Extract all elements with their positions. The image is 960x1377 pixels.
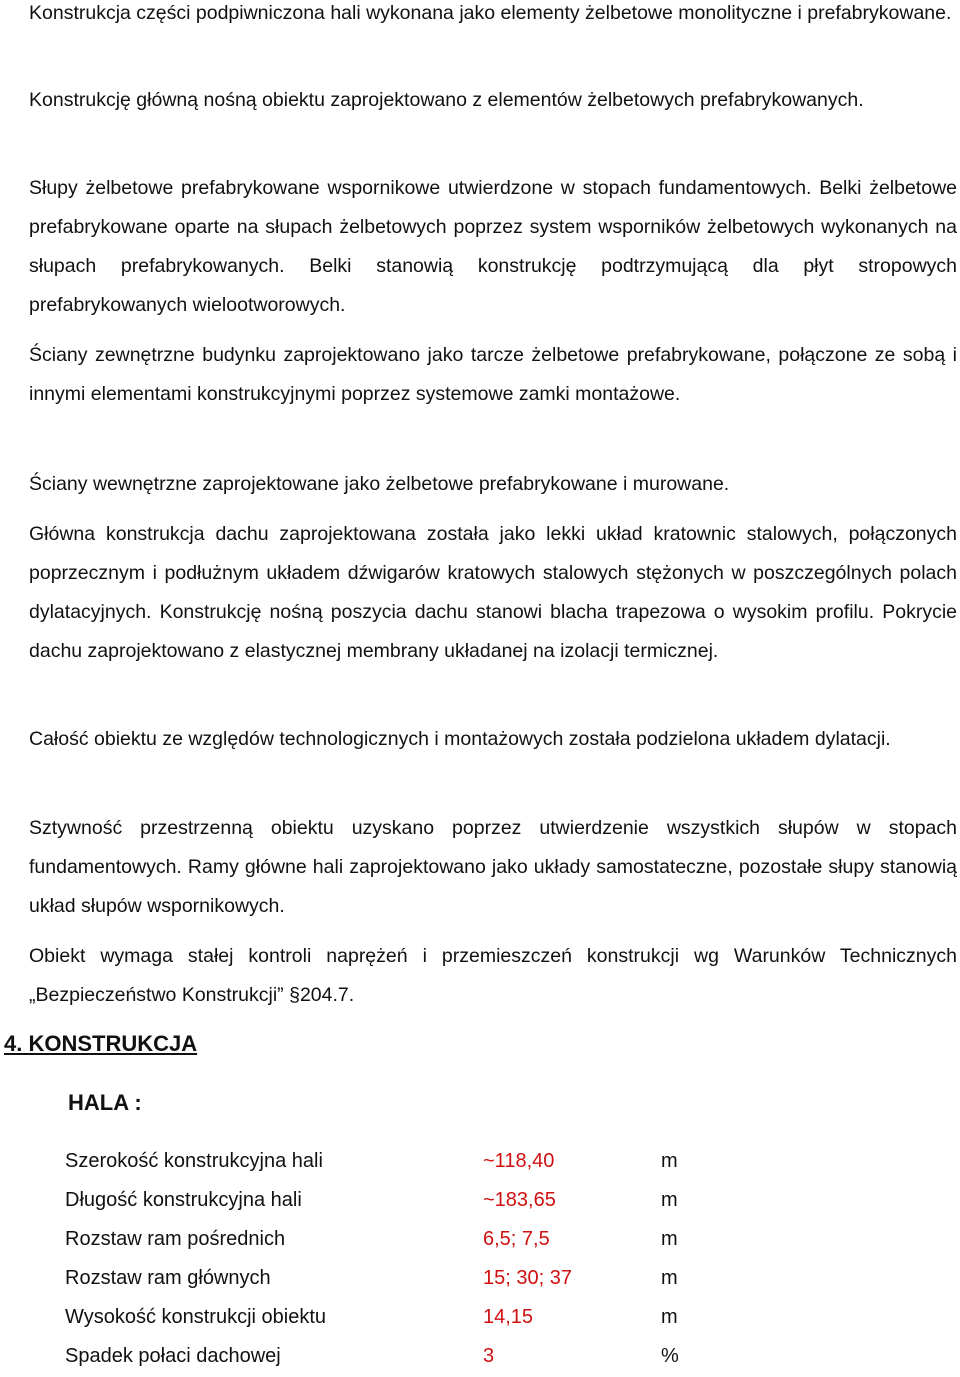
spec-unit: m <box>661 1150 678 1172</box>
spec-label: Rozstaw ram głównych <box>65 1267 271 1289</box>
spec-label: Długość konstrukcyjna hali <box>65 1189 302 1211</box>
spec-value: 14,15 <box>483 1306 534 1328</box>
spec-unit: m <box>661 1306 678 1328</box>
spec-unit: m <box>661 1228 678 1250</box>
paragraph-external-walls: Ściany zewnętrzne budynku zaprojektowano jako tarcze żelbetowe prefabrykowane, połączone ze sobą i innymi elementami konstrukcyjnymi poprzez systemowe zamki montażowe. <box>29 344 957 405</box>
spec-label: Wysokość konstrukcji obiektu <box>65 1306 327 1328</box>
paragraph-stiffness: Sztywność przestrzenną obiektu uzyskano poprzez utwierdzenie wszystkich słupów w stopach fundamentowych. Ramy główne hali zaprojektowano jako układy samostateczne, pozostałe słupy stanowią układ słupów wspornikowych. <box>29 817 957 917</box>
spec-value: 15; 30; 37 <box>483 1267 572 1289</box>
spec-unit: m <box>661 1267 678 1289</box>
spec-value: ~118,40 <box>483 1150 555 1172</box>
paragraph-dilatation: Całość obiektu ze względów technologicznych i montażowych została podzielona układem dylatacji. <box>29 728 891 750</box>
paragraph-basement-structure: Konstrukcja części podpiwniczona hali wykonana jako elementy żelbetowe monolityczne i prefabrykowane. <box>29 2 952 24</box>
paragraph-internal-walls: Ściany wewnętrzne zaprojektowane jako żelbetowe prefabrykowane i murowane. <box>29 473 730 495</box>
paragraph-columns-beams: Słupy żelbetowe prefabrykowane wspornikowe utwierdzone w stopach fundamentowych. Belki żelbetowe prefabrykowane oparte na słupach żelbetowych poprzez system wsporników żelbetowych wykonanych na słupach prefabrykowanych. Belki stanowią konstrukcję podtrzymującą dla płyt stropowych prefabrykowanych wielootworowych. <box>29 177 957 316</box>
spec-value: ~183,65 <box>483 1189 556 1211</box>
section-heading: 4. KONSTRUKCJA <box>4 1031 198 1056</box>
subsection-heading: HALA : <box>68 1090 142 1115</box>
spec-label: Szerokość konstrukcyjna hali <box>65 1150 323 1172</box>
spec-label: Spadek połaci dachowej <box>65 1345 281 1367</box>
spec-unit: % <box>661 1345 679 1367</box>
spec-value: 3 <box>483 1345 495 1367</box>
spec-label: Rozstaw ram pośrednich <box>65 1228 286 1250</box>
spec-unit: m <box>661 1189 678 1211</box>
paragraph-main-structure: Konstrukcję główną nośną obiektu zaprojektowano z elementów żelbetowych prefabrykowanych. <box>29 89 864 111</box>
spec-value: 6,5; 7,5 <box>483 1228 550 1250</box>
paragraph-roof-structure: Główna konstrukcja dachu zaprojektowana została jako lekki układ kratownic stalowych, połączonych poprzecznym i podłużnym układem dźwigarów kratowych stalowych stężonych w poszczególnych polach dylatacyjnych. Konstrukcję nośną poszycia dachu stanowi blacha trapezowa o wysokim profilu. Pokrycie dachu zaprojektowano z elastycznej membrany układanej na izolacji termicznej. <box>29 523 957 662</box>
paragraph-monitoring: Obiekt wymaga stałej kontroli naprężeń i przemieszczeń konstrukcji wg Warunków Technicznych „Bezpieczeństwo Konstrukcji” §204.7. <box>29 945 957 1006</box>
